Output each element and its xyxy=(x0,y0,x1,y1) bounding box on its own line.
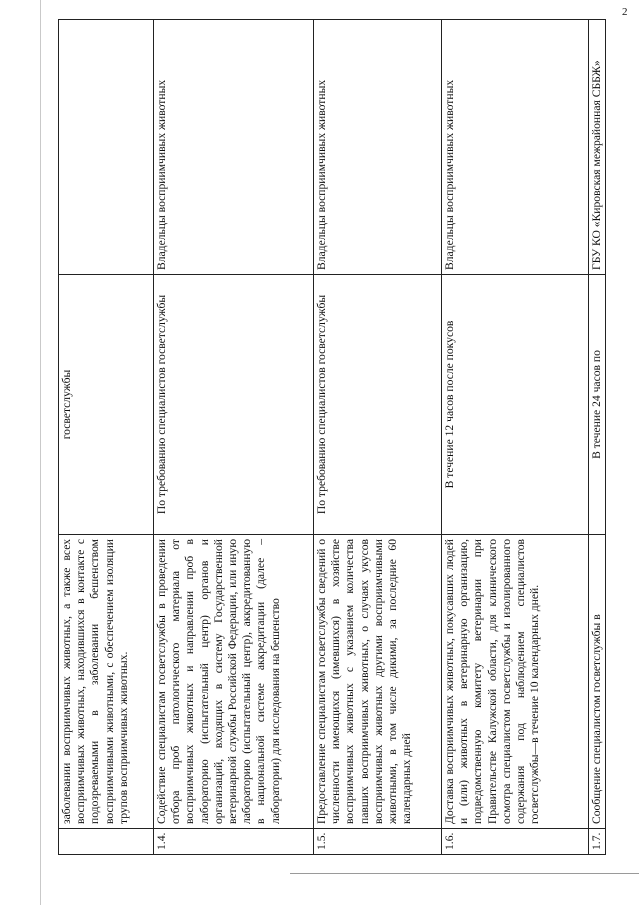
deadline-text: В течение 12 часов после покусов xyxy=(442,275,589,535)
deadline-text: По требованию специалистов госветслужбы xyxy=(314,275,442,535)
measure-text: заболевании восприимчивых животных, а также всех восприимчивых животных, находившихся в контакте с подозреваемыми в заболевании бешенством восприимчивыми животными, с обеспечением изоляции трупов восприимчивых животных. xyxy=(59,535,154,829)
table-row xyxy=(154,20,314,855)
deadline-text: госветслужбы xyxy=(59,275,154,535)
measure-text: Доставка восприимчивых животных, покусавших людей и (или) животных в ветеринарную организацию, подведомственную комитету ветеринарии при Правительстве Калужской области, для клинического осмотра специалистом госветслужбы и изолированного содержания под наблюдением специалистов госветслужбы—в течение 10 календарных дней. xyxy=(442,535,589,829)
row-number: 1.6. xyxy=(442,829,589,855)
responsible-text: ГБУ КО «Кировская межрайонная СББЖ» xyxy=(589,20,606,275)
deadline-text: По требованию специалистов госветслужбы xyxy=(154,275,314,535)
measures-table xyxy=(58,19,606,855)
row-number xyxy=(59,829,154,855)
measure-text: Предоставление специалистам госветслужбы сведений о численности имеющихся (имевшихся) в хозяйстве восприимчивых животных с указанием количества павших восприимчивых животных, о случаях укусов восприимчивых животных другими восприимчивыми животными, в том числе дикими, за последние 60 календарных дней xyxy=(314,535,442,829)
row-number: 1.7. xyxy=(589,829,606,855)
scan-bottom-line xyxy=(290,873,639,874)
responsible-text: Владельцы восприимчивых животных xyxy=(314,20,442,275)
scan-edge-line xyxy=(40,0,41,905)
table-row xyxy=(314,20,442,855)
page-number: 2 xyxy=(622,6,628,18)
responsible-text: Владельцы восприимчивых животных xyxy=(442,20,589,275)
table-row xyxy=(59,20,154,855)
deadline-text: В течение 24 часов по xyxy=(589,275,606,535)
responsible-text: Владельцы восприимчивых животных xyxy=(154,20,314,275)
table-row xyxy=(589,20,606,855)
rotated-table-container xyxy=(58,20,604,855)
row-number: 1.5. xyxy=(314,829,442,855)
responsible-text xyxy=(59,20,154,275)
measure-text: Сообщение специалистом госветслужбы в xyxy=(589,535,606,829)
table-row xyxy=(442,20,589,855)
row-number: 1.4. xyxy=(154,829,314,855)
measure-text: Содействие специалистам госветслужбы в проведении отбора проб патологического материала от восприимчивых животных и направлении проб в лабораторию (испытательный центр) органов и организаций, входящих в систему Государственной ветеринарной службы Российской Федерации, или иную лабораторию (испытательный центр), аккредитованную в национальной системе аккредитации (далее – лаборатории) для исследования на бешенство xyxy=(154,535,314,829)
